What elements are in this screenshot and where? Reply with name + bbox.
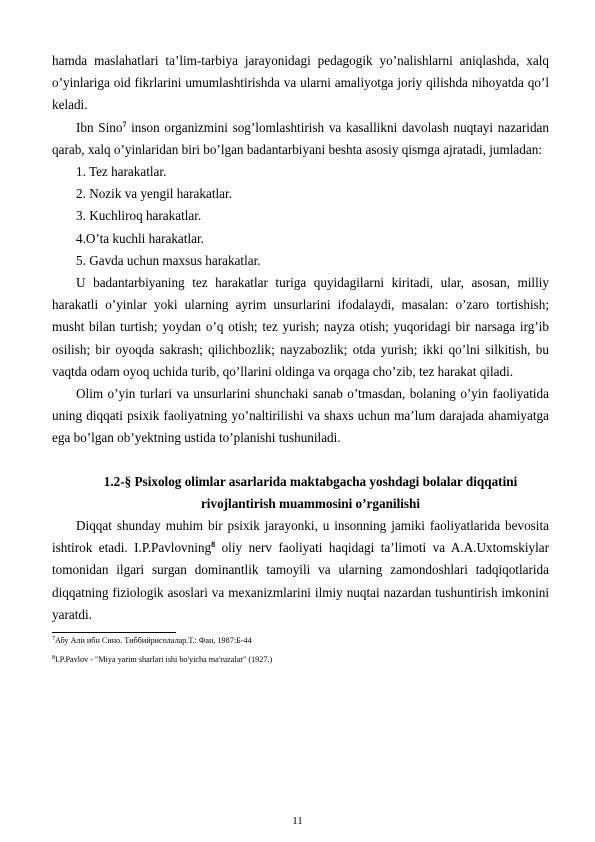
section-heading: 1.2-§ Psixolog olimlar asarlarida maktabgacha yoshdagi bolalar diqqatini rivojlantirish muammosini o’rganilishi <box>103 473 518 511</box>
page-number: 11 <box>292 815 303 827</box>
paragraph-5 <box>52 515 549 626</box>
footnote-divider <box>52 632 176 633</box>
footnote-text: Абу Али ибн Сино. Тиббийрисолалар.Т.: Фан, 1987:Б-44 <box>55 636 252 646</box>
paragraph-5-rest: oliy nerv faoliyati haqidagi ta’limoti va A.A.Uxtomskiylar tomonidan ilgari surgan dominantlik tamoyili va ularning zamondoshlari tadqiqotlarida diqqatning fiziologik asoslari va mexanizmlarini ilmiy nuqtai nazardan tushuntirish imkonini yaratdi. <box>52 540 550 622</box>
paragraph-2-start: Ibn Sino <box>76 119 123 135</box>
footnote-number: 7 <box>52 636 55 643</box>
paragraph-5-start: Diqqat shunday muhim bir psixik jarayonki, u insonning jamiki faoliyatlarida bevosita ishtirok etadi. I.P.Pavlovning <box>52 518 549 556</box>
footnote-8 <box>52 655 549 665</box>
page-body <box>52 50 549 665</box>
list-item: 1. Tez harakatlar. <box>76 164 167 180</box>
footnote-7 <box>52 636 549 646</box>
paragraph-3: U badantarbiyaning tez harakatlar turiga quyidagilarni kiritadi, ular, asosan, milliy harakatli o’yinlar yoki ularning ayrim unsurlarini ifodalaydi, masalan: o’zaro tortishish; musht bilan turtish; yoydan o’q otish; tez yurish; nayza otish; yuqoridagi bir narsaga irg’ib osilish; bir oyoqda sakrash; qilichbozlik; nayzabozlik; otda yurish; ikki qo’lni silkitish, bu vaqtda odam oyoq uchida turib, qo’llarini oldinga va orqaga cho’zib, tez harakat qiladi. <box>52 275 549 379</box>
paragraph-2 <box>52 117 549 161</box>
paragraph-1: hamda maslahatlari ta’lim-tarbiya jarayonidagi pedagogik yo’nalishlarni aniqlashda, xalq o’yinlariga oid fikrlarini umumlashtirishda va ularni amaliyotga joriy qilishda nihoyatda qo’l keladi. <box>52 53 549 113</box>
list-item: 4.O’ta kuchli harakatlar. <box>76 230 204 246</box>
paragraph-2-rest: inson organizmini sog’lomlashtirish va kasallikni davolash nuqtayi nazaridan qarab, xalq o’yinlaridan biri bo’lgan badantarbiyani beshta asosiy qismga ajratadi, jumladan: <box>52 119 549 157</box>
paragraph-4: Olim o’yin turlari va unsurlarini shunchaki sanab o’tmasdan, bolaning o’yin faoliyatida uning diqqati psixik faoliyatning yo’naltirilishi va shaxs uchun ma’lum darajada ahamiyatga ega bo’lgan ob’yektning ustida to’planishi tushuniladi. <box>52 386 549 446</box>
footnote-text: I.P.Pavlov - "Miya yarim sharlari ishi bo'yicha ma'ruzalar" (1927.) <box>55 655 273 665</box>
footnote-ref-7[interactable]: 7 <box>122 119 127 129</box>
footnote-ref-8[interactable]: 8 <box>211 540 216 550</box>
list-item: 3. Kuchliroq harakatlar. <box>76 208 202 224</box>
list-item: 2. Nozik va yengil harakatlar. <box>76 186 232 202</box>
list-item: 5. Gavda uchun maxsus harakatlar. <box>76 252 261 268</box>
footnote-number: 8 <box>52 655 55 662</box>
